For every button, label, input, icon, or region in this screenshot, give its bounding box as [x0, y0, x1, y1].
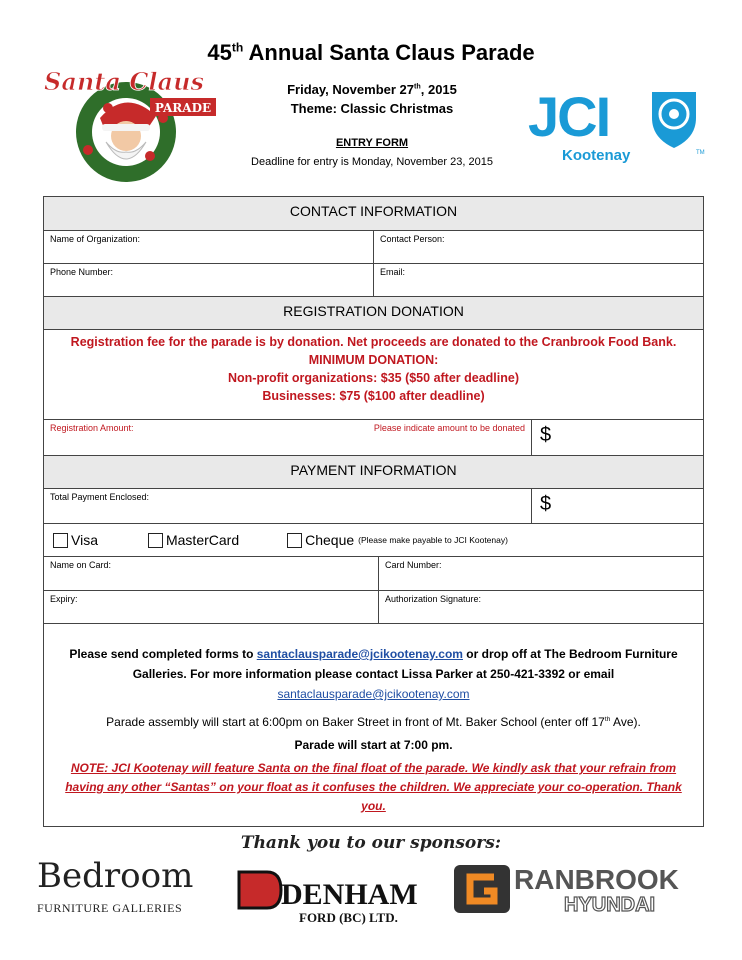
email-link-2[interactable]: santaclausparade@jcikootenay.com — [277, 687, 470, 701]
santa-claus-parade-logo — [38, 58, 220, 188]
phone-label: Phone Number: — [50, 267, 114, 277]
parade-start-time: Parade will start at 7:00 pm. — [294, 738, 453, 752]
registration-amount-label: Registration Amount: — [50, 423, 134, 433]
organization-field[interactable] — [44, 231, 373, 263]
contact-section-header: CONTACT INFORMATION — [44, 197, 703, 231]
cheque-note: (Please make payable to JCI Kootenay) — [358, 535, 508, 545]
santa-note: NOTE: JCI Kootenay will feature Santa on the final float of the parade. We kindly ask that your refrain from having any other “Santas” on your float as it confuses the children. We appreciate your co-operation. Thank you. — [65, 761, 682, 813]
registration-line-3: Non-profit organizations: $35 ($50 after deadline) — [227, 371, 519, 385]
mastercard-option[interactable] — [148, 532, 239, 548]
denham-logo-text: DENHAM — [281, 878, 418, 911]
registration-amount-hint: Please indicate amount to be donated — [373, 423, 525, 433]
email-label: Email: — [380, 267, 406, 277]
denham-ford-logo — [237, 866, 427, 926]
registration-line-4: Businesses: $75 ($100 after deadline) — [262, 389, 485, 403]
name-on-card-field[interactable] — [44, 557, 378, 590]
contact-person-field[interactable] — [373, 231, 703, 263]
organization-label: Name of Organization: — [50, 234, 141, 244]
jci-logo-text: JCI — [528, 85, 610, 148]
visa-option[interactable] — [53, 532, 98, 548]
registration-line-2: MINIMUM DONATION: — [308, 353, 439, 367]
event-date: Friday, November 27th, 2015 — [287, 82, 457, 97]
bedroom-logo-subtext: FURNITURE GALLERIES — [37, 901, 183, 915]
jci-kootenay-logo — [528, 84, 708, 170]
total-payment-input[interactable] — [531, 489, 703, 523]
denham-logo-subtext: FORD (BC) LTD. — [299, 910, 398, 925]
registration-amount-input[interactable] — [531, 420, 703, 455]
santa-logo-text: Santa Claus — [44, 67, 205, 96]
expiry-field[interactable] — [44, 591, 378, 623]
event-theme: Theme: Classic Christmas — [290, 101, 454, 116]
signature-label: Authorization Signature: — [385, 594, 482, 604]
bedroom-furniture-logo — [33, 856, 213, 922]
registration-amount-field[interactable] — [44, 420, 531, 455]
cheque-checkbox[interactable] — [287, 533, 302, 548]
jci-logo-subtext: Kootenay — [562, 147, 631, 164]
cheque-label: Cheque — [305, 532, 355, 548]
signature-field[interactable] — [378, 591, 703, 623]
payment-section-header: PAYMENT INFORMATION — [44, 456, 703, 489]
cheque-option[interactable] — [287, 532, 508, 548]
hyundai-logo-text: HYUNDAI — [564, 894, 656, 915]
card-number-field[interactable] — [378, 557, 703, 590]
dollar-sign: $ — [540, 493, 552, 515]
payment-method-options — [44, 524, 703, 557]
page-title: 45th Annual Santa Claus Parade — [207, 40, 535, 65]
cranbrook-logo-text: RANBROOK — [514, 864, 679, 895]
card-number-label: Card Number: — [385, 560, 442, 570]
email-field[interactable] — [373, 264, 703, 296]
total-payment-label: Total Payment Enclosed: — [50, 492, 150, 502]
entry-form — [43, 196, 704, 827]
phone-field[interactable] — [44, 264, 373, 296]
contact-person-label: Contact Person: — [380, 234, 445, 244]
instructions — [44, 624, 703, 826]
cranbrook-hyundai-logo — [452, 863, 727, 915]
mastercard-label: MasterCard — [165, 532, 240, 548]
registration-line-1: Registration fee for the parade is by donation. Net proceeds are donated to the Cranbrook Food Bank. — [70, 335, 677, 349]
assembly-info: Parade assembly will start at 6:00pm on Baker Street in front of Mt. Baker School (enter off 17th Ave). — [106, 715, 641, 729]
registration-info — [44, 330, 703, 420]
visa-label: Visa — [71, 532, 98, 548]
mastercard-checkbox[interactable] — [148, 533, 163, 548]
expiry-label: Expiry: — [50, 594, 78, 604]
email-link[interactable]: santaclausparade@jcikootenay.com — [256, 647, 463, 661]
name-on-card-label: Name on Card: — [50, 560, 112, 570]
send-instructions: Please send completed forms to santaclausparade@jcikootenay.com or drop off at The Bedroom Furniture Galleries. For more information please contact Lissa Parker at 250-421-3392 or email santaclausparade@jcikootenay.com — [69, 647, 678, 701]
entry-form-label: ENTRY FORM — [335, 137, 409, 149]
registration-section-header: REGISTRATION DONATION — [44, 297, 703, 330]
deadline-text: Deadline for entry is Monday, November 23, 2015 — [251, 156, 493, 168]
jci-trademark: TM — [696, 150, 705, 156]
sponsors-heading: Thank you to our sponsors: — [240, 833, 502, 853]
visa-checkbox[interactable] — [53, 533, 68, 548]
dollar-sign: $ — [540, 424, 552, 446]
parade-logo-text: PARADE — [154, 101, 212, 115]
bedroom-logo-text: Bedroom — [37, 856, 194, 896]
total-payment-field[interactable] — [44, 489, 531, 523]
